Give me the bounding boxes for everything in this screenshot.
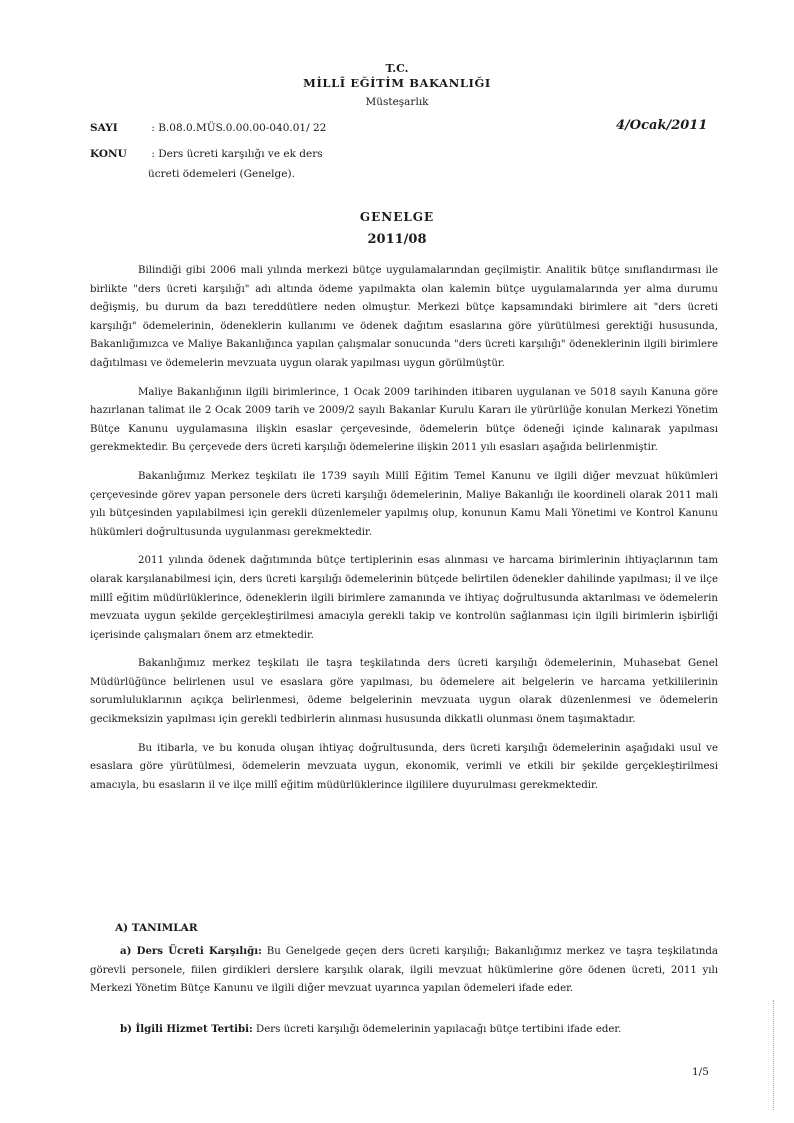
sayi-value: : B.08.0.MÜS.0.00.00-040.01/ 22 xyxy=(151,122,327,134)
definition-text: Bu Genelgede geçen ders ücreti karşılığı; Bakanlığımız merkez ve taşra teşkilatında görevli personele, fiilen girdikleri derslere karşılık olarak, ilgili mevzuat hükümlerine göre ödenen ücreti, 2011 yılı Merkezi Yönetim Bütçe Kanunu ve ilgili diğer mevzuat uyarınca yapılan ödemeleri ifade eder. xyxy=(90,946,718,995)
konu-value: : Ders ücreti karşılığı ve ek ders xyxy=(151,148,323,160)
definition-item xyxy=(90,1020,718,1040)
definition-term: b) İlgili Hizmet Tertibi: xyxy=(120,1023,253,1035)
paragraph-4: 2011 yılında ödenek dağıtımında bütçe tertiplerinin esas alınması ve harcama birimlerinin ihtiyaçlarının tam olarak karşılanabilmesi için, ders ücreti karşılığı ödemelerinin bütçede belirtilen ödenekler dahilinde yapılması; il ve ilçe millî eğitim müdürlüklerince, ödeneklerin ilgili birimlere zamanında ve ihtiyaç doğrultusunda aktarılması ve ödemelerin mevzuata uygun şekilde gerçekleştirilmesi amacıyla gerekli takip ve kontrolün sağlanması için ilgili birimlerin işbirliği içerisinde çalışmaları önem arz etmektedir. xyxy=(90,555,718,641)
paragraph-2: Maliye Bakanlığının ilgili birimlerince, 1 Ocak 2009 tarihinden itibaren uygulanan ve 5018 sayılı Kanuna göre hazırlanan talimat ile 2 Ocak 2009 tarih ve 2009/2 sayılı Bakanlar Kurulu Kararı ile yürürlüğe konulan Merkezi Yönetim Bütçe Kanunu uygulamasına ilişkin esaslar çerçevesinde, ödemelerin bütçe ödeneği içinde kalınarak yapılması gerekmektedir. Bu çerçevede ders ücreti karşılığı ödemelerine ilişkin 2011 yılı esasları aşağıda belirlenmiştir. xyxy=(90,386,718,454)
meta-sayi xyxy=(90,122,326,134)
paragraph-3: Bakanlığımız Merkez teşkilatı ile 1739 sayılı Millî Eğitim Temel Kanunu ve ilgili diğer mevzuat hükümleri çerçevesinde görev yapan personele ders ücreti karşılığı ödemelerinin, Maliye Bakanlığı ile koordineli olarak 2011 mali yılı bütçesinden yapılabilmesi için gerekli düzenlemeler yapılmış olup, konunun Kamu Mali Yönetimi ve Kontrol Kanunu hükümleri doğrultusunda uygulanması gerekmektedir. xyxy=(90,470,718,538)
document-date: 4/Ocak/2011 xyxy=(616,118,708,133)
circular-title: GENELGE xyxy=(359,210,435,224)
paragraph-1: Bilindiği gibi 2006 mali yılında merkezi bütçe uygulamalarından geçilmiştir. Analitik bütçe sınıflandırması ile birlikte "ders ücreti karşılığı" adı altında ödeme yapılmakta olan kalemin bütçe uygulamalarında yer alma durumu değişmiş, bu durum da bazı tereddütlere neden olmuştur. Merkezi bütçe kapsamındaki birimlere ait "ders ücreti karşılığı" ödemelerinin, ödeneklerin kullanımı ve ödenek dağıtım esaslarına göre yürütülmesi gerektiği hususunda, Bakanlığımızca ve Maliye Bakanlığınca yapılan çalışmalar sonucunda "ders ücreti karşılığı" ödeneklerinin ilgili birimlere dağıtılması ve ödemelerin mevzuata uygun olarak yapılması uygun görülmüştür. xyxy=(90,265,718,369)
definitions-heading: A) TANIMLAR xyxy=(115,922,198,934)
body-text xyxy=(90,262,718,805)
definition-item xyxy=(90,942,718,999)
margin-mark xyxy=(773,1000,784,1110)
konu-label: KONU xyxy=(90,148,127,160)
circular-number: 2011/08 xyxy=(367,232,427,247)
sayi-label: SAYI xyxy=(90,122,118,134)
header-ministry: MİLLÎ EĞİTİM BAKANLIĞI xyxy=(303,76,491,90)
paragraph-6: Bu itibarla, ve bu konuda oluşan ihtiyaç doğrultusunda, ders ücreti karşılığı ödemelerinin aşağıdaki usul ve esaslara göre yürütülmesi, ödemelerin mevzuata uygun, ekonomik, verimli ve etkili bir şekilde gerçekleştirilmesi amacıyla, bu esasların il ve ilçe millî eğitim müdürlüklerince ilgililere duyurulması gerekmektedir. xyxy=(90,742,718,791)
definition-term: a) Ders Ücreti Karşılığı: xyxy=(120,945,262,957)
header-tc: T.C. xyxy=(385,62,409,75)
konu-value-continued: ücreti ödemeleri (Genelge). xyxy=(148,168,295,180)
header-unit: Müsteşarlık xyxy=(365,96,429,108)
paragraph-5: Bakanlığımız merkez teşkilatı ile taşra teşkilatında ders ücreti karşılığı ödemelerinin, Muhasebat Genel Müdürlüğünce belirlenen usul ve esaslara göre yapılması, bu ödemelere ait belgelerin ve harcama yetkililerinin sorumluluklarının açıkça belirlenmesi, ödeme belgelerinin mevzuata uygun olarak düzenlenmesi ve ödemelerin gecikmeksizin yapılması için gerekli tedbirlerin alınması hususunda dikkatli olunması önem taşımaktadır. xyxy=(90,658,718,726)
definition-text: Ders ücreti karşılığı ödemelerinin yapılacağı bütçe tertibini ifade eder. xyxy=(252,1024,622,1035)
page-number: 1/5 xyxy=(692,1066,709,1078)
meta-konu xyxy=(90,148,323,160)
